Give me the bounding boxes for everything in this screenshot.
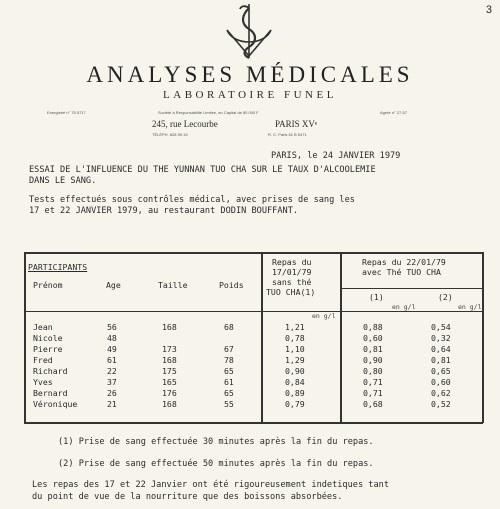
telephone-number: TÉLÉPH. 828 59.15 — [152, 132, 188, 137]
cell-repas1: 0,84 — [285, 377, 305, 387]
header-repas1-line: 17/01/79 — [272, 267, 312, 277]
essai-title-line-1: ESSAI DE L'INFLUENCE DU THE YUNNAN TUO CHA SUR LE TAUX D'ALCOOLEMIE — [29, 165, 376, 175]
cell-poids: 65 — [224, 388, 234, 398]
header-prenom: Prénom — [33, 280, 63, 290]
cell-taille: 175 — [162, 366, 177, 376]
cell-prenom: Pierre — [33, 344, 63, 354]
cell-poids: 67 — [224, 344, 234, 354]
cell-age: 48 — [107, 333, 117, 343]
cell-taille: 165 — [162, 377, 177, 387]
column-rule-repas1 — [261, 252, 263, 423]
cell-repas2-2: 0,65 — [431, 366, 451, 376]
document-date: PARIS, le 24 JANVIER 1979 — [271, 151, 401, 161]
header-age: Age — [106, 280, 121, 290]
header-sub-2: (2) — [438, 292, 453, 302]
cell-age: 26 — [107, 388, 117, 398]
cell-repas1: 1,21 — [285, 322, 305, 332]
header-repas1-line: TUO CHA(1) — [266, 287, 316, 297]
footnote-2: (2) Prise de sang effectuée 50 minutes après la fin du repas. — [58, 459, 374, 469]
page-number: 3 — [485, 4, 492, 16]
cell-repas2-2: 0,62 — [431, 388, 451, 398]
cell-poids: 61 — [224, 377, 234, 387]
cell-repas1: 0,79 — [285, 399, 305, 409]
laboratory-subtitle: LABORATOIRE FUNEL — [163, 89, 337, 101]
table-right-rule — [482, 252, 484, 423]
company-capital-line: Société à Responsabilité Limitée, au Capital de 80.000 F — [158, 110, 259, 115]
header-repas1-line: Repas du — [272, 257, 312, 267]
cell-poids: 68 — [224, 322, 234, 332]
laboratory-title: ANALYSES MÉDICALES — [86, 62, 414, 87]
header-sub-1: (1) — [369, 292, 384, 302]
cell-repas2-1: 0,90 — [363, 355, 383, 365]
header-repas1-line: sans thé — [272, 277, 312, 287]
cell-taille: 168 — [162, 399, 177, 409]
address-city: PARIS XVᵉ — [275, 119, 318, 129]
registration-number: Enregistré n° 75.5717 — [47, 110, 86, 115]
cell-prenom: Bernard — [33, 388, 68, 398]
cell-prenom: Nicole — [33, 333, 63, 343]
closing-remark-line-1: Les repas des 17 et 22 Janvier ont été rigoureusement indetiques tant — [32, 480, 389, 490]
cell-repas2-2: 0,32 — [431, 333, 451, 343]
cell-repas1: 1,10 — [285, 344, 305, 354]
approval-number: Agréé n° 27-57 — [380, 110, 407, 115]
cell-repas2-2: 0,60 — [431, 377, 451, 387]
caduceus-logo-icon — [219, 2, 279, 60]
cell-repas1: 0,78 — [285, 333, 305, 343]
cell-prenom: Véronique — [33, 399, 78, 409]
participants-label: PARTICIPANTS — [28, 262, 88, 272]
unit-label: en g/l — [392, 303, 416, 311]
cell-taille: 168 — [162, 322, 177, 332]
column-rule-repas2 — [340, 252, 342, 423]
essai-title-line-2: DANS LE SANG. — [29, 176, 97, 186]
cell-repas2-1: 0,60 — [363, 333, 383, 343]
cell-age: 37 — [107, 377, 117, 387]
cell-age: 61 — [107, 355, 117, 365]
cell-age: 22 — [107, 366, 117, 376]
repas2-subheader-rule — [340, 288, 483, 289]
footnote-1: (1) Prise de sang effectuée 30 minutes après la fin du repas. — [58, 437, 374, 447]
tests-description-line-2: 17 et 22 JANVIER 1979, au restaurant DODIN BOUFFANT. — [29, 206, 299, 216]
cell-taille: 173 — [162, 344, 177, 354]
cell-repas1: 1,29 — [285, 355, 305, 365]
closing-remark-line-2: du point de vue de la nourriture que des boissons absorbées. — [32, 492, 343, 502]
header-poids: Poids — [219, 280, 244, 290]
cell-repas2-1: 0,80 — [363, 366, 383, 376]
cell-repas2-2: 0,52 — [431, 399, 451, 409]
header-repas2-line: Repas du 22/01/79 — [362, 257, 446, 267]
cell-repas1: 0,90 — [285, 366, 305, 376]
header-taille: Taille — [158, 280, 188, 290]
header-repas2-line: avec Thé TUO CHA — [362, 267, 441, 277]
cell-repas1: 0,89 — [285, 388, 305, 398]
unit-label: en g/l — [458, 303, 482, 311]
rc-number: R. C. Paris 62 B 5471 — [268, 132, 307, 137]
cell-prenom: Jean — [33, 322, 53, 332]
cell-prenom: Fred — [33, 355, 53, 365]
cell-repas2-2: 0,64 — [431, 344, 451, 354]
cell-repas2-1: 0,71 — [363, 388, 383, 398]
cell-poids: 55 — [224, 399, 234, 409]
header-bottom-rule — [24, 311, 483, 312]
table-top-rule — [24, 252, 483, 254]
address-street: 245, rue Lecourbe — [152, 119, 218, 129]
cell-repas2-1: 0,88 — [363, 322, 383, 332]
cell-repas2-2: 0,54 — [431, 322, 451, 332]
cell-repas2-1: 0,68 — [363, 399, 383, 409]
cell-repas2-1: 0,71 — [363, 377, 383, 387]
table-bottom-rule — [24, 422, 483, 424]
cell-repas2-2: 0,81 — [431, 355, 451, 365]
cell-prenom: Yves — [33, 377, 53, 387]
cell-prenom: Richard — [33, 366, 68, 376]
cell-age: 56 — [107, 322, 117, 332]
cell-age: 49 — [107, 344, 117, 354]
table-left-rule — [24, 252, 26, 423]
unit-label: en g/l — [312, 312, 336, 320]
cell-age: 21 — [107, 399, 117, 409]
cell-taille: 176 — [162, 388, 177, 398]
cell-poids: 78 — [224, 355, 234, 365]
cell-repas2-1: 0,81 — [363, 344, 383, 354]
cell-poids: 65 — [224, 366, 234, 376]
tests-description-line-1: Tests effectués sous contrôles médical, avec prises de sang les — [29, 195, 355, 205]
cell-taille: 168 — [162, 355, 177, 365]
